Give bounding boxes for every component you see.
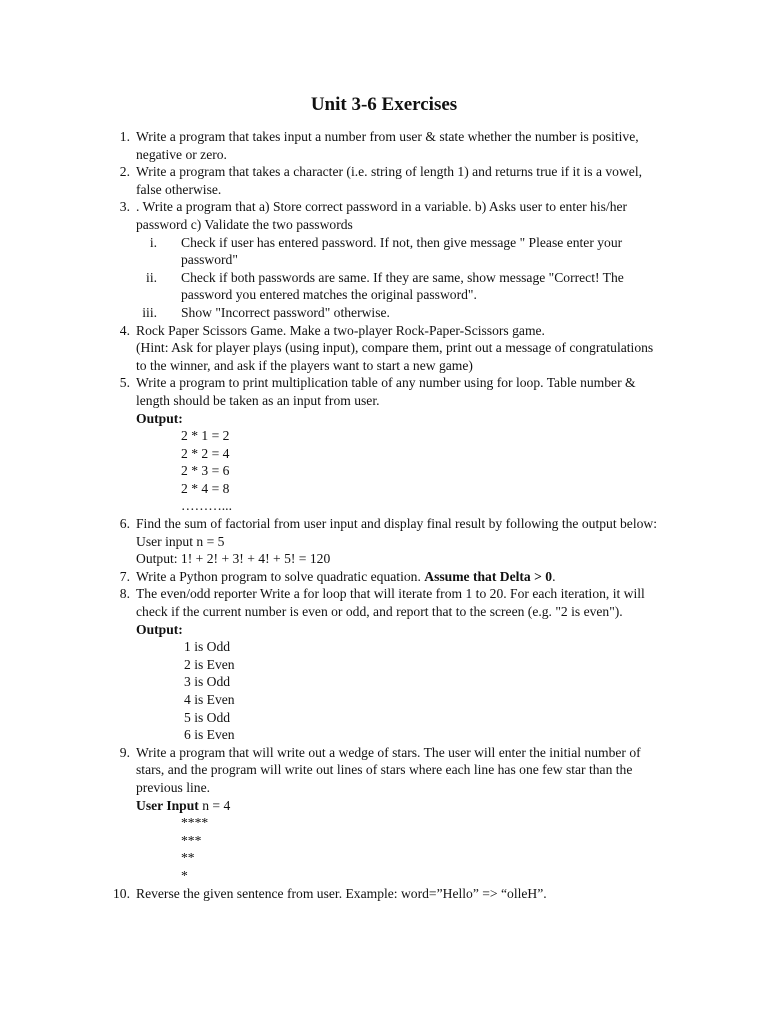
subitem-ii	[136, 269, 668, 304]
output-line: 5 is Odd	[184, 709, 231, 725]
stars-line: *	[181, 867, 188, 883]
item-number: 1.	[119, 129, 130, 144]
item-text-line: Output: 1! + 2! + 3! + 4! + 5! = 120	[136, 551, 331, 567]
item-text-line: Rock Paper Scissors Game. Make a two-player Rock-Paper-Scissors game.	[136, 322, 545, 338]
subitem-text-line: Check if user has entered password. If not, then give message " Please enter your	[181, 234, 623, 250]
exercise-list	[0, 128, 768, 902]
item-text-line: length should be taken as an input from user.	[136, 392, 380, 408]
subitem-number: i.	[149, 234, 157, 250]
item-text-line: Reverse the given sentence from user. Example: word=”Hello” => “olleH”.	[136, 885, 547, 901]
output-label: Output:	[136, 621, 183, 637]
output-line: 1 is Odd	[184, 639, 231, 655]
stars-line: ****	[181, 815, 209, 831]
subitem-text-line: password you entered matches the original password".	[181, 287, 477, 303]
item-number: 3.	[119, 199, 130, 215]
item-number: 5.	[119, 375, 130, 391]
output-line: 2 * 2 = 4	[181, 445, 230, 461]
exercise-item-2	[0, 163, 668, 198]
stars-line: **	[181, 850, 195, 866]
item-number: 9.	[119, 744, 130, 760]
item-number: 10.	[113, 885, 130, 901]
item-number: 6.	[119, 516, 130, 532]
item-text-line: Find the sum of factorial from user input and display final result by following the output below:	[136, 516, 658, 532]
exercise-item-8	[0, 585, 668, 743]
item-text-line: . Write a program that a) Store correct password in a variable. b) Asks user to enter his/her	[136, 199, 628, 215]
item-text-line: Write a program to print multiplication table of any number using for loop. Table number &	[136, 375, 636, 391]
output-line: 2 * 1 = 2	[181, 428, 230, 444]
item-text-line: false otherwise.	[136, 181, 222, 197]
item-text-line: Write a program that takes input a number from user & state whether the number is positive,	[136, 129, 639, 144]
item-text-line: Write a program that takes a character (i.e. string of length 1) and returns true if it is a vowel,	[136, 164, 643, 180]
user-input-label: User Input	[136, 797, 199, 813]
output-line: 2 * 3 = 6	[181, 463, 230, 479]
item-number: 2.	[119, 164, 130, 180]
exercise-item-7	[0, 568, 668, 586]
exercise-item-1	[0, 128, 668, 163]
item-text-line: Write a program that will write out a wedge of stars. The user will enter the initial number of	[136, 744, 641, 760]
subitem-i	[136, 234, 668, 269]
item-text-line: The even/odd reporter Write a for loop that will iterate from 1 to 20. For each iteration, it will	[136, 586, 645, 602]
item-number: 8.	[119, 586, 130, 602]
exercise-item-4	[0, 322, 668, 375]
subitem-text-line: Show "Incorrect password" otherwise.	[181, 304, 390, 320]
item-number: 7.	[119, 568, 130, 584]
item-text-line: User input n = 5	[136, 533, 225, 549]
item-text-line: check if the current number is even or odd, and report that to the screen (e.g. "2 is even").	[136, 604, 623, 620]
subitem-text-line: Check if both passwords are same. If they are same, show message "Correct! The	[181, 269, 624, 285]
exercise-item-3	[0, 198, 668, 321]
item-text-line: password c) Validate the two passwords	[136, 216, 353, 232]
output-line: 6 is Even	[184, 727, 235, 743]
subitem-text-line: password"	[181, 252, 238, 268]
emphasis-text: Assume that Delta > 0	[424, 568, 553, 584]
stars-line: ***	[181, 832, 202, 848]
item-text-line: to the winner, and ask if the players want to start a new game)	[136, 357, 473, 373]
exercise-item-10	[0, 885, 668, 903]
item-text-line: Write a Python program to solve quadratic equation. Assume that Delta > 0.	[136, 568, 556, 584]
output-line: 3 is Odd	[184, 674, 231, 690]
output-line: 4 is Even	[184, 692, 235, 707]
exercise-item-9	[0, 744, 668, 885]
item-text-line: previous line.	[136, 779, 210, 795]
subitem-number: ii.	[146, 269, 157, 285]
subitem-number: iii.	[142, 304, 157, 320]
user-input-line: User Input n = 4	[136, 797, 231, 813]
output-line: 2 is Even	[184, 656, 235, 672]
exercise-item-5	[0, 374, 668, 515]
page-title: Unit 3-6 Exercises	[310, 94, 458, 115]
item-text-line: (Hint: Ask for player plays (using input), compare them, print out a message of congratulations	[136, 340, 654, 356]
exercise-item-6	[0, 515, 668, 568]
item-text-line: negative or zero.	[136, 146, 227, 162]
item-number: 4.	[119, 322, 130, 338]
item-text-line: stars, and the program will write out lines of stars where each line has one few star than the	[136, 762, 633, 778]
subitem-iii	[136, 304, 668, 322]
output-ellipsis: ………...	[181, 498, 232, 514]
output-label: Output:	[136, 410, 183, 426]
output-line: 2 * 4 = 8	[181, 480, 230, 496]
